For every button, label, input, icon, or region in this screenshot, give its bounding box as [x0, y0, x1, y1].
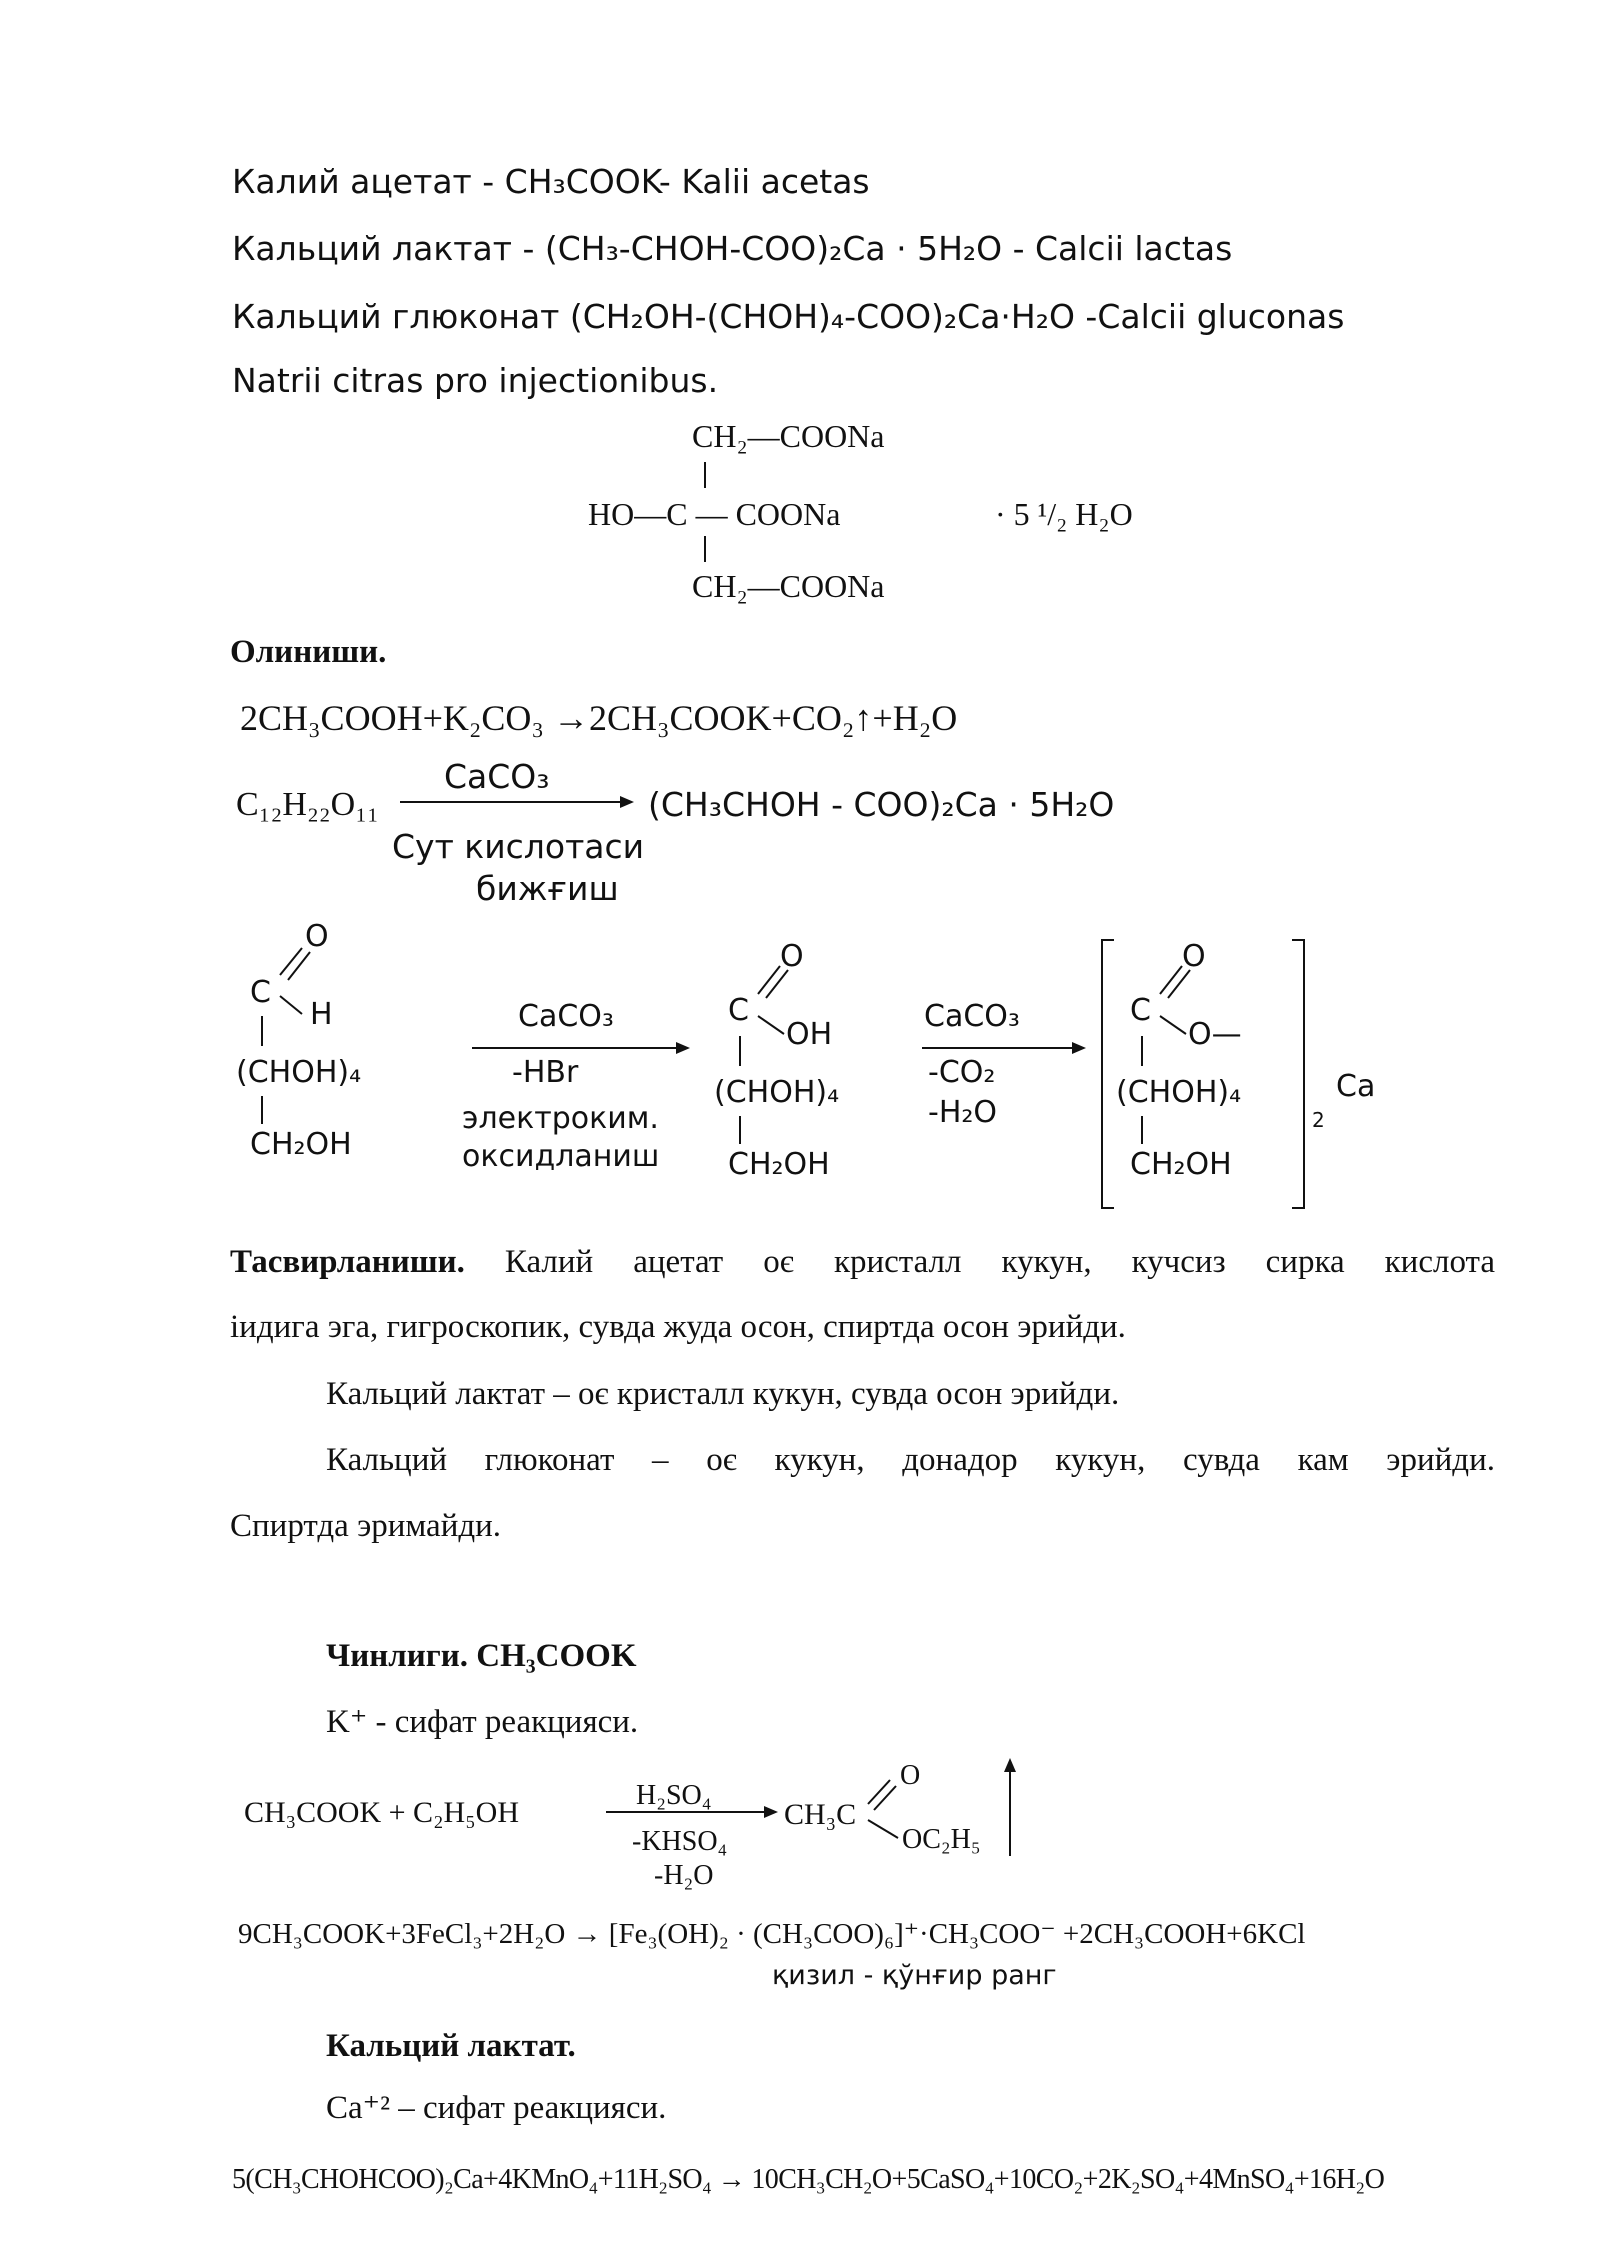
acid-double-bond-b: [766, 970, 788, 998]
calcium-reaction-line: Ca⁺² – сифат реакцияси.: [326, 2090, 667, 2126]
iron-equation: 9CH₃COOK+3FeCl₃+2H₂O → [Fe₃(OH)₂ · (CH₃COO)₆]⁺·CH₃COO⁻ +2CH₃COOH+6KCl: [238, 1918, 1306, 1950]
aldehyde-carbon: C: [250, 975, 271, 1010]
ester-arrow-over: H₂SO₄: [636, 1780, 712, 1811]
lactate-arrow-head: [620, 796, 634, 808]
arrow1-under-3: оксидланиш: [462, 1139, 660, 1174]
ester-oc2h5: OC₂H₅: [902, 1824, 981, 1855]
acid-c-oh-bond: [758, 1016, 784, 1034]
acid-carbon: C: [728, 993, 749, 1028]
salt-bracket-left: [1102, 940, 1114, 1208]
potassium-reaction-line: K⁺ - сифат реакцияси.: [326, 1704, 639, 1740]
aldehyde-oxygen: O: [305, 919, 329, 954]
line-calcium-lactate: Кальций лактат - (CH₃-CHOH-COO)₂Ca · 5H₂O - Calcii lactas: [232, 229, 1233, 268]
acid-chain: (CHOH)₄: [714, 1075, 840, 1110]
aldehyde-chain: (CHOH)₄: [236, 1055, 362, 1090]
acid-hydroxyl: OH: [786, 1017, 833, 1052]
tasvir-p1-first: Калий ацетат оє кристалл кукун, кучсиз сирка кислота: [504, 1244, 1495, 1280]
ester-double-bond-b: [874, 1786, 896, 1810]
line-potassium-acetate: Калий ацетат - CH₃COOK- Kalii acetas: [232, 162, 870, 201]
aldehyde-c-h-bond: [280, 996, 302, 1014]
tasvir-p3-second: Спиртда эримайди.: [230, 1508, 502, 1544]
aldehyde-double-bond-a: [280, 948, 302, 975]
tasvir-p3-first: Кальций глюконат – оє кукун, донадор кукун, сувда кам эрийди.: [326, 1442, 1495, 1478]
acid-oxygen: O: [780, 939, 804, 974]
volatile-arrow-head: [1004, 1758, 1016, 1772]
salt-bracket-index: 2: [1312, 1108, 1325, 1132]
ester-arrow-under-2: -H₂O: [654, 1860, 714, 1891]
salt-bracket-right: [1292, 940, 1304, 1208]
arrow2-over: CaCO₃: [924, 999, 1020, 1034]
equation-acetate: 2CH₃COOH+K₂CO₃ →2CH₃COOK+CO₂↑+H₂O: [240, 698, 958, 738]
arrow2-head: [1072, 1042, 1086, 1054]
salt-carbon: C: [1130, 993, 1151, 1028]
line-natrii-citras: Natrii citras pro injectionibus.: [232, 361, 719, 400]
salt-terminal: CH₂OH: [1130, 1147, 1232, 1182]
acid-double-bond-a: [758, 966, 780, 994]
olinishi-heading: Олиниши.: [230, 634, 387, 670]
citrate-middle: HO—C — COONa: [588, 496, 841, 532]
equation-lactate-right: (CH₃CHOH - COO)₂Ca · 5H₂O: [648, 785, 1115, 824]
acid-terminal: CH₂OH: [728, 1147, 830, 1182]
salt-o-bond: O—: [1188, 1017, 1242, 1052]
arrow1-over: CaCO₃: [518, 999, 614, 1034]
arrow1-head: [676, 1042, 690, 1054]
salt-c-o-bond: [1160, 1016, 1186, 1034]
equation-lactate-left: C₁₂H₂₂O₁₁: [236, 786, 379, 823]
arrow2-under-1: -CO₂: [928, 1055, 996, 1090]
chinligi-heading: Чинлиги. CH₃COOK: [326, 1638, 637, 1674]
lactate-arrow-over: CaCO₃: [444, 757, 550, 796]
ester-oxygen: O: [900, 1760, 921, 1791]
tasvir-p1-second: іидига эга, гигроскопик, сувда жуда осон, спиртда осон эрийди.: [230, 1309, 1126, 1345]
aldehyde-terminal: CH₂OH: [250, 1127, 352, 1162]
tasvir-p2: Кальций лактат – оє кристалл кукун, сувда осон эрийди.: [326, 1376, 1120, 1412]
salt-metal: Ca: [1336, 1069, 1376, 1104]
arrow1-under-1: -HBr: [512, 1055, 579, 1090]
tasvir-heading: Тасвирланиши.: [230, 1244, 465, 1280]
iron-equation-note: қизил - қўнғир ранг: [772, 1960, 1057, 1991]
lactate-arrow-under-2: бижғиш: [476, 869, 619, 908]
aldehyde-hydrogen: H: [310, 997, 333, 1032]
lactate-arrow-under-1: Сут кислотаси: [392, 827, 645, 866]
salt-double-bond-a: [1160, 966, 1182, 994]
line-calcium-gluconate: Кальций глюконат (CH₂OH-(CHOH)₄-COO)₂Ca·H₂O -Calcii gluconas: [232, 297, 1345, 336]
citrate-top: CH₂—COONa: [692, 418, 885, 454]
salt-chain: (CHOH)₄: [1116, 1075, 1242, 1110]
ester-arrow-under-1: -KHSO₄: [632, 1826, 728, 1857]
lactate-permanganate-equation: 5(CH₃CHOHCOO)₂Ca+4KMnO₄+11H₂SO₄ → 10CH₃CH₂O+5CaSO₄+10CO₂+2K₂SO₄+4MnSO₄+16H₂O: [232, 2164, 1385, 2195]
ester-single-bond: [868, 1820, 898, 1838]
aldehyde-double-bond-b: [288, 952, 310, 980]
citrate-bottom: CH₂—COONa: [692, 568, 885, 604]
arrow2-under-2: -H₂O: [928, 1095, 998, 1130]
ester-double-bond-a: [868, 1780, 890, 1804]
salt-oxygen: O: [1182, 939, 1206, 974]
arrow1-under-2: электроким.: [462, 1101, 659, 1136]
citrate-hydrate: · 5 ¹/₂ H₂O: [995, 496, 1133, 532]
ester-left: CH₃COOK + C₂H₅OH: [244, 1796, 519, 1829]
lactate-heading: Кальций лактат.: [326, 2028, 576, 2064]
salt-double-bond-b: [1168, 970, 1190, 998]
ester-arrow-head: [764, 1806, 778, 1818]
ester-carbon: CH₃C: [784, 1798, 857, 1831]
